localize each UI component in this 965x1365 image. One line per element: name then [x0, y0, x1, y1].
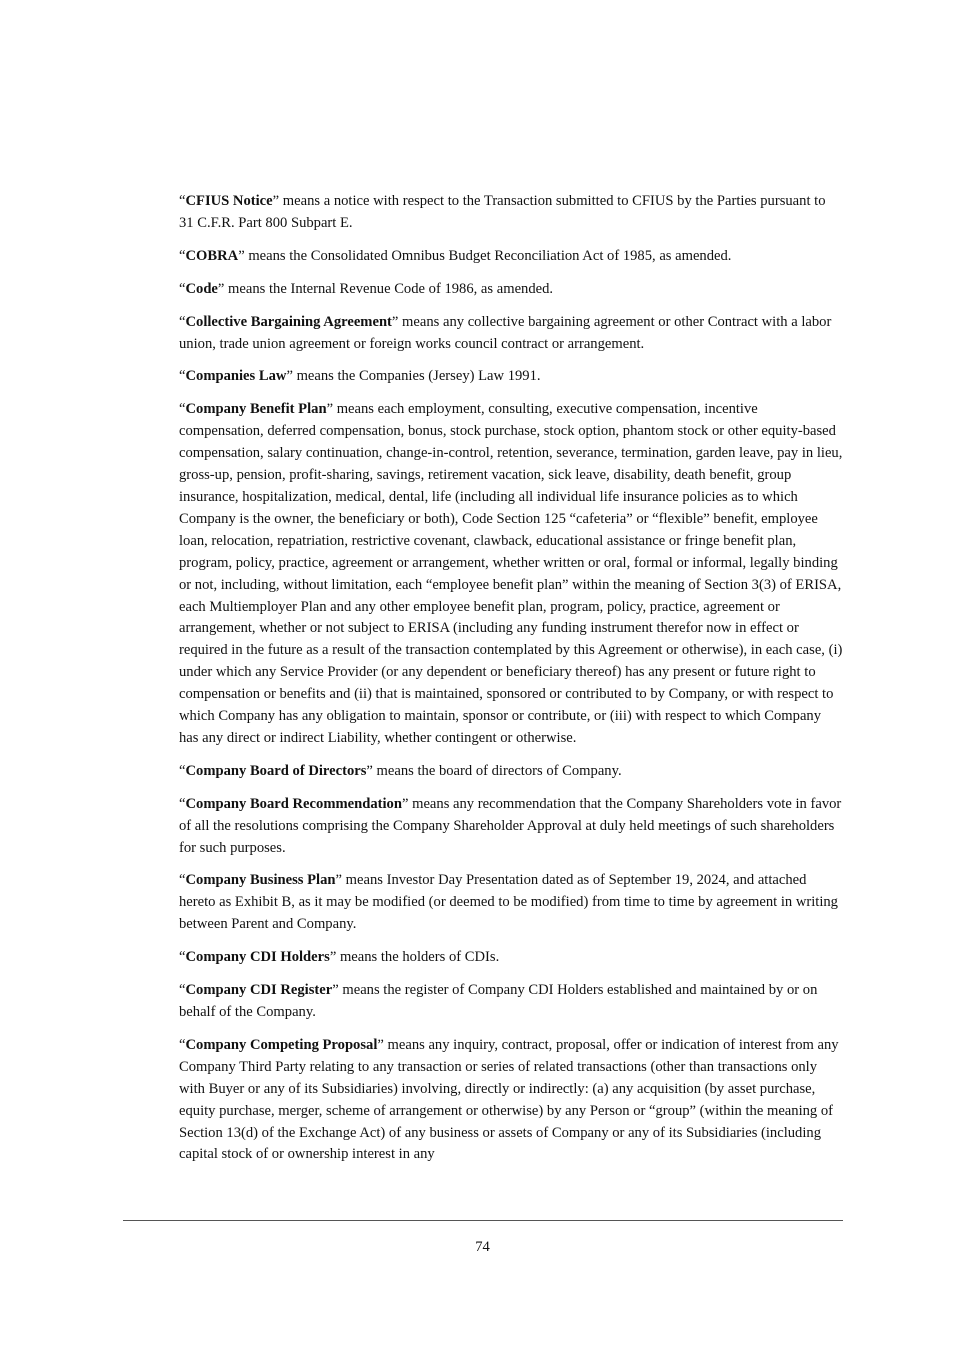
- defined-term: Company Board of Directors: [185, 762, 367, 779]
- defined-term: Company Benefit Plan: [185, 401, 327, 418]
- definition-text: means a notice with respect to the Transaction submitted to CFIUS by the Parties pursuant to 31 C.F.R. Part 800 Subpart E.: [179, 193, 826, 231]
- definition-paragraph: “Company Board of Directors” means the board of directors of Company.: [179, 762, 622, 779]
- definition-paragraph: “Collective Bargaining Agreement” means any collective bargaining agreement or other Contract with a labor union, trade union agreement or foreign works council contract or arrangement.: [179, 313, 832, 352]
- definition-paragraph: “Company Business Plan” means Investor Day Presentation dated as of September 19, 2024, and attached hereto as Exhibit B, as it may be modified (or deemed to be modified) from time to time by agreement in writing between Parent and Company.: [179, 872, 838, 933]
- defined-term: Company CDI Register: [185, 982, 333, 999]
- defined-term: COBRA: [185, 247, 239, 264]
- definition-paragraph: “Company CDI Register” means the register of Company CDI Holders established and maintained by or on behalf of the Company.: [179, 982, 818, 1020]
- definition-text: means the Consolidated Omnibus Budget Reconciliation Act of 1985, as amended.: [244, 247, 732, 264]
- definition-paragraph: “CFIUS Notice” means a notice with respect to the Transaction submitted to CFIUS by the Parties pursuant to 31 C.F.R. Part 800 Subpart E.: [179, 193, 826, 231]
- definition-paragraph: “Code” means the Internal Revenue Code of 1986, as amended.: [179, 280, 554, 297]
- definition-paragraph: “Company Competing Proposal” means any inquiry, contract, proposal, offer or indication of interest from any Company Third Party relating to any transaction or series of related transactions (other than transactions only with Buyer or any of its Subsidiaries) involving, directly or indirectly: (a) any acquisition (by asset purchase, equity purchase, merger, scheme of arrangement or otherwise) by any Person or “group” (within the meaning of Section 13(d) of the Exchange Act) of any business or assets of Company or any of its Subsidiaries (including capital stock of or ownership interest in any: [179, 1036, 839, 1163]
- defined-term: Companies Law: [185, 368, 287, 385]
- definition-text: means any recommendation that the Company Shareholders vote in favor of all the resolutions comprising the Company Shareholder Approval at duly held meetings of such shareholders for such purposes.: [179, 795, 842, 856]
- definition-text: means the Internal Revenue Code of 1986, as amended.: [224, 280, 554, 297]
- definition-text: means Investor Day Presentation dated as of September 19, 2024, and attached hereto as Exhibit B, as it may be modified (or deemed to be modified) from time to time by agreement in writing between Parent and Company.: [179, 872, 838, 933]
- defined-term: Company CDI Holders: [185, 949, 330, 966]
- definition-paragraph: “Company CDI Holders” means the holders of CDIs.: [179, 949, 500, 966]
- defined-term: Company Business Plan: [185, 872, 336, 889]
- definition-text: means any inquiry, contract, proposal, offer or indication of interest from any Company Third Party relating to any transaction or series of related transactions (other than transactions only with Buyer or any of its Subsidiaries) involving, directly or indirectly: (a) any acquisition (by asset purchase, equity purchase, merger, scheme of arrangement or otherwise) by any Person or “group” (within the meaning of Section 13(d) of the Exchange Act) of any business or assets of Company or any of its Subsidiaries (including capital stock of or ownership interest in any: [179, 1036, 839, 1163]
- definition-text: means the Companies (Jersey) Law 1991.: [292, 368, 541, 385]
- defined-term: Company Competing Proposal: [185, 1036, 378, 1053]
- definition-paragraph: “Company Board Recommendation” means any recommendation that the Company Shareholders vote in favor of all the resolutions comprising the Company Shareholder Approval at duly held meetings of such shareholders for such purposes.: [179, 795, 842, 856]
- page-number: 74: [475, 1239, 490, 1255]
- definition-paragraph: “Companies Law” means the Companies (Jersey) Law 1991.: [179, 368, 541, 385]
- defined-term: Collective Bargaining Agreement: [185, 313, 392, 330]
- definition-paragraph: “COBRA” means the Consolidated Omnibus Budget Reconciliation Act of 1985, as amended.: [179, 247, 732, 264]
- defined-term: Code: [185, 280, 218, 297]
- definition-text: means the board of directors of Company.: [372, 762, 622, 779]
- definition-paragraph: “Company Benefit Plan” means each employment, consulting, executive compensation, incentive compensation, deferred compensation, bonus, stock purchase, stock option, phantom stock or other equity-based compensation, salary continuation, change-in-control, retention, severance, termination, garden leave, pay in lieu, gross-up, pension, profit-sharing, savings, retirement vacation, sick leave, disability, death benefit, group insurance, hospitalization, medical, dental, life (including all individual life insurance policies as to which Company is the owner, the beneficiary or both), Code Section 125 “cafeteria” or “flexible” benefit, employee loan, relocation, repatriation, restrictive covenant, clawback, educational assistance or fringe benefit plan, program, policy, practice, agreement or arrangement, whether written or oral, formal or informal, legally binding or not, including, without limitation, each “employee benefit plan” within the meaning of Section 3(3) of ERISA, each Multiemployer Plan and any other employee benefit plan, program, policy, practice, agreement or arrangement, whether or not subject to ERISA (including any funding instrument therefor now in effect or required in the future as a result of the transaction contemplated by this Agreement or otherwise), in each case, (i) under which any Service Provider (or any dependent or beneficiary thereof) has any present or future right to compensation or benefits and (ii) that is maintained, sponsored or contributed to by Company, or with respect to which Company has any obligation to maintain, sponsor or contribute, or (iii) with respect to which Company has any direct or indirect Liability, whether contingent or otherwise.: [179, 401, 843, 746]
- definition-text: means the holders of CDIs.: [336, 949, 500, 966]
- definition-text: means each employment, consulting, executive compensation, incentive compensation, deferred compensation, bonus, stock purchase, stock option, phantom stock or other equity-based compensation, salary continuation, change-in-control, retention, severance, termination, garden leave, pay in lieu, gross-up, pension, profit-sharing, savings, retirement vacation, sick leave, disability, death benefit, group insurance, hospitalization, medical, dental, life (including all individual life insurance policies as to which Company is the owner, the beneficiary or both), Code Section 125 “cafeteria” or “flexible” benefit, employee loan, relocation, repatriation, restrictive covenant, clawback, educational assistance or fringe benefit plan, program, policy, practice, agreement or arrangement, whether written or oral, formal or informal, legally binding or not, including, without limitation, each “employee benefit plan” within the meaning of Section 3(3) of ERISA, each Multiemployer Plan and any other employee benefit plan, program, policy, practice, agreement or arrangement, whether or not subject to ERISA (including any funding instrument therefor now in effect or required in the future as a result of the transaction contemplated by this Agreement or otherwise), in each case, (i) under which any Service Provider (or any dependent or beneficiary thereof) has any present or future right to compensation or benefits and (ii) that is maintained, sponsored or contributed to by Company, or with respect to which Company has any obligation to maintain, sponsor or contribute, or (iii) with respect to which Company has any direct or indirect Liability, whether contingent or otherwise.: [179, 401, 843, 746]
- defined-term: CFIUS Notice: [185, 193, 273, 209]
- defined-term: Company Board Recommendation: [185, 795, 402, 812]
- footer-divider: [123, 1220, 843, 1221]
- definitions-list: [179, 191, 843, 1177]
- definition-text: means the register of Company CDI Holders established and maintained by or on behalf of the Company.: [179, 982, 818, 1020]
- definition-text: means any collective bargaining agreement or other Contract with a labor union, trade union agreement or foreign works council contract or arrangement.: [179, 313, 832, 352]
